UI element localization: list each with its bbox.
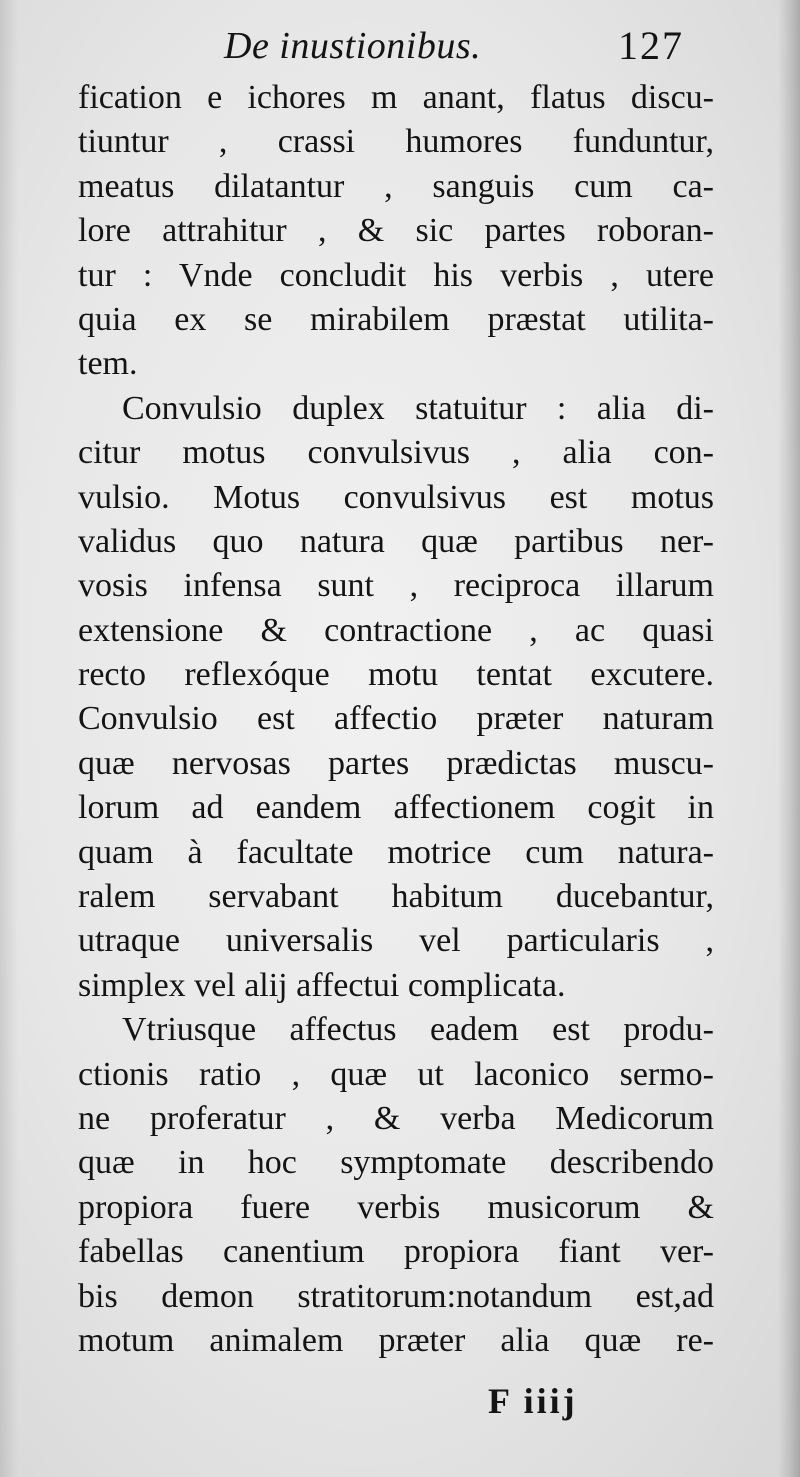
text-line: tem. <box>78 345 138 383</box>
page-edge-shadow <box>778 0 800 1477</box>
signature-mark: F iiij <box>488 1381 578 1421</box>
text-line: propiora fuere verbis musicorum & <box>78 1188 714 1226</box>
text-line: bis demon stratitorum:notandum est,ad <box>78 1277 714 1315</box>
text-line: vulsio. Motus convulsivus est motus <box>78 478 714 516</box>
text-line: quam à facultate motrice cum natura- <box>78 833 714 871</box>
text-line: quæ in hoc symptomate describendo <box>78 1144 714 1182</box>
text-line: meatus dilatantur , sanguis cum ca- <box>78 167 714 205</box>
text-line: quæ nervosas partes prædictas muscu- <box>78 744 714 782</box>
text-line: tur : Vnde concludit his verbis , utere <box>78 256 714 294</box>
page-gutter-shadow <box>0 0 18 1477</box>
text-line: fication e ichores m anant, flatus discu- <box>78 79 714 116</box>
text-line: utraque universalis vel particularis , <box>78 922 714 960</box>
text-line: citur motus convulsivus , alia con- <box>78 434 714 472</box>
text-line: recto reflexóque motu tentat excutere. <box>78 656 714 694</box>
text-line: lore attrahitur , & sic partes roboran- <box>78 212 714 250</box>
text-line: ralem servabant habitum ducebantur, <box>78 878 714 916</box>
text-line: tiuntur , crassi humores funduntur, <box>78 123 714 161</box>
page-footer <box>0 1380 800 1430</box>
body-text <box>78 76 714 1363</box>
text-line: fabellas canentium propiora fiant ver- <box>78 1233 714 1271</box>
text-line: ne proferatur , & verba Medicorum <box>78 1099 714 1137</box>
text-line: extensione & contractione , ac quasi <box>78 611 714 649</box>
text-line: simplex vel alij affectui complicata. <box>78 966 566 1004</box>
text-line: quia ex se mirabilem præstat utilita- <box>78 300 714 338</box>
text-line: ctionis ratio , quæ ut laconico sermo- <box>78 1055 714 1093</box>
text-line: vosis infensa sunt , reciproca illarum <box>78 567 714 605</box>
text-line: Vtriusque affectus eadem est produ- <box>122 1011 714 1049</box>
page-number: 127 <box>618 23 684 68</box>
text-line: Convulsio duplex statuitur : alia di- <box>122 389 714 427</box>
text-line: Convulsio est affectio præter naturam <box>78 700 714 738</box>
text-line: motum animalem præter alia quæ re- <box>78 1321 714 1359</box>
running-title: De inustionibus. <box>224 25 482 67</box>
text-line: lorum ad eandem affectionem cogit in <box>78 789 714 827</box>
text-line: validus quo natura quæ partibus ner- <box>78 522 714 560</box>
page-header <box>0 18 800 78</box>
